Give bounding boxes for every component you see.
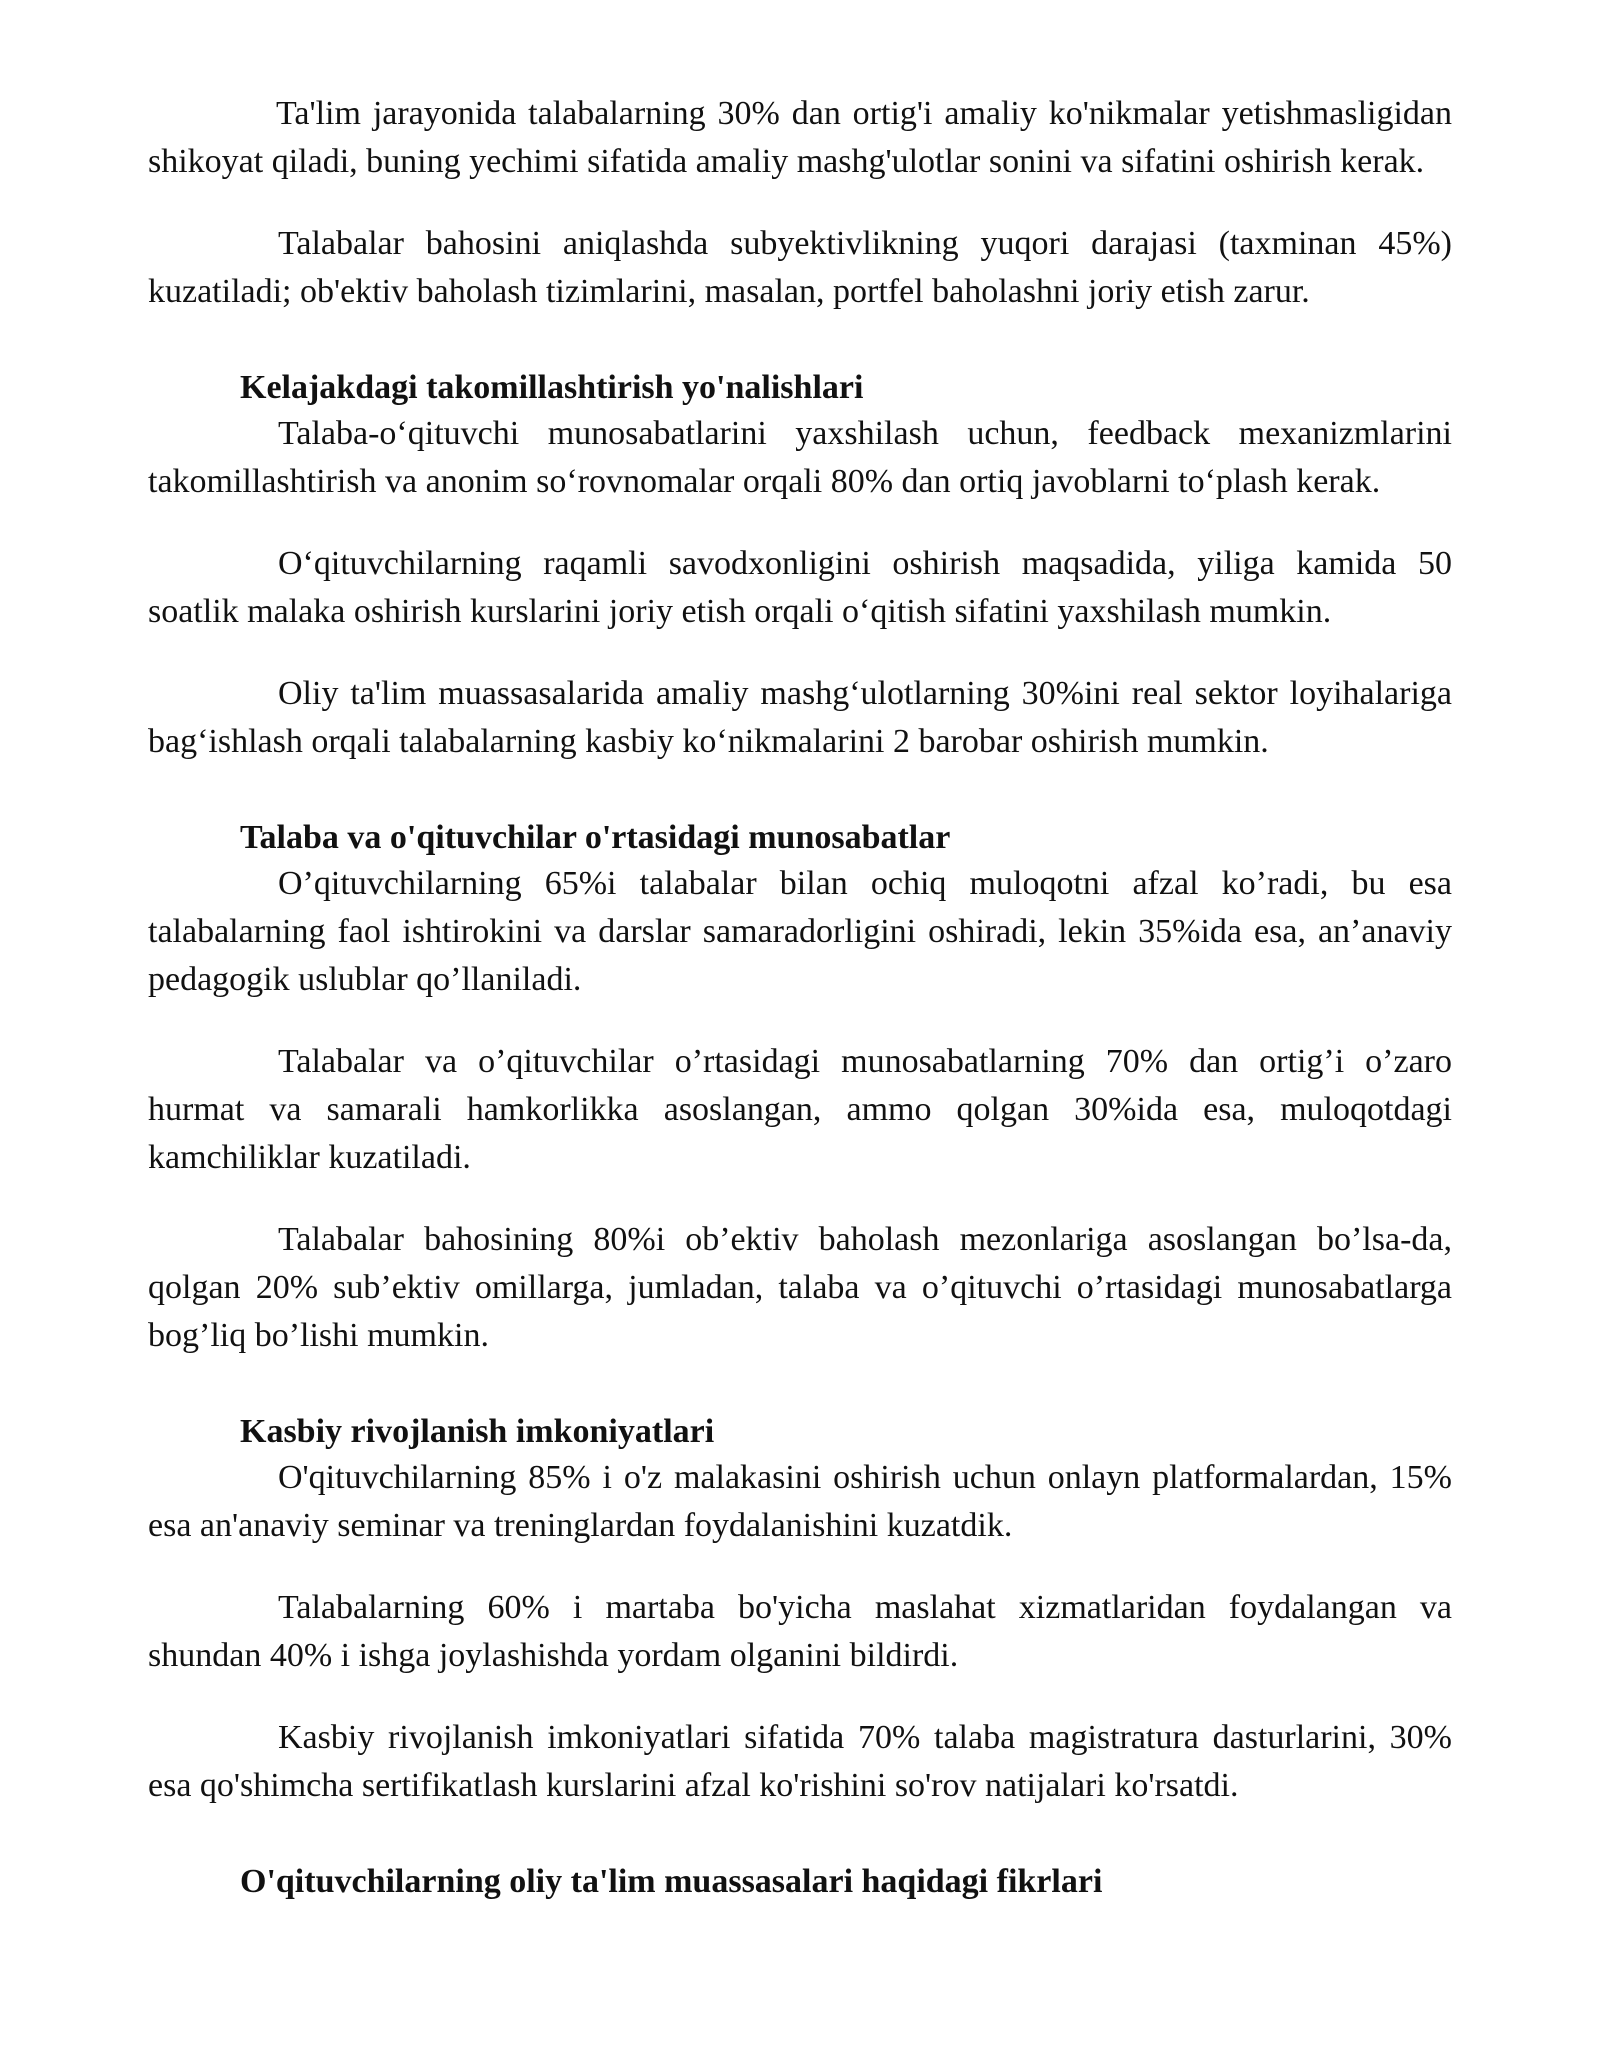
paragraph: O‘qituvchilarning raqamli savodxonligini oshirish maqsadida, yiliga kamida 50 soatlik malaka oshirish kurslarini joriy etish orqali o‘qitish sifatini yaxshilash mumkin. — [148, 545, 1452, 630]
paragraph: Talaba-o‘qituvchi munosabatlarini yaxshilash uchun, feedback mexanizmlarini takomillashtirish va anonim so‘rovnomalar orqali 80% dan ortiq javoblarni to‘plash kerak. — [148, 415, 1452, 500]
paragraph: Talabalar bahosining 80%i ob’ektiv baholash mezonlariga asoslangan bo’lsa-da, qolgan 20% sub’ektiv omillarga, jumladan, talaba va o’qituvchi o’rtasidagi munosabatlarga bog’liq bo’lishi mumkin. — [148, 1221, 1452, 1354]
section-heading: O'qituvchilarning oliy ta'lim muassasalari haqidagi fikrlari — [240, 1863, 1103, 1900]
section-heading: Talaba va o'qituvchilar o'rtasidagi munosabatlar — [240, 819, 951, 856]
paragraph: O’qituvchilarning 65%i talabalar bilan ochiq muloqotni afzal ko’radi, bu esa talabalarning faol ishtirokini va darslar samaradorligini oshiradi, lekin 35%ida esa, an’anaviy pedagogik uslublar qo’llaniladi. — [148, 865, 1452, 998]
paragraph: Kasbiy rivojlanish imkoniyatlari sifatida 70% talaba magistratura dasturlarini, 30% esa qo'shimcha sertifikatlash kurslarini afzal ko'rishini so'rov natijalari ko'rsatdi. — [148, 1719, 1452, 1804]
paragraph: Ta'lim jarayonida talabalarning 30% dan ortig'i amaliy ko'nikmalar yetishmasligidan shikoyat qiladi, buning yechimi sifatida amaliy mashg'ulotlar sonini va sifatini oshirish kerak. — [148, 95, 1452, 180]
paragraph: Talabalarning 60% i martaba bo'yicha maslahat xizmatlaridan foydalangan va shundan 40% i ishga joylashishda yordam olganini bildirdi. — [148, 1589, 1452, 1674]
paragraph: Talabalar bahosini aniqlashda subyektivlikning yuqori darajasi (taxminan 45%) kuzatiladi; ob'ektiv baholash tizimlarini, masalan, portfel baholashni joriy etish zarur. — [148, 225, 1452, 310]
paragraph: Oliy ta'lim muassasalarida amaliy mashg‘ulotlarning 30%ini real sektor loyihalariga bag‘ishlash orqali talabalarning kasbiy ko‘nikmalarini 2 barobar oshirish mumkin. — [148, 675, 1452, 760]
paragraph: O'qituvchilarning 85% i o'z malakasini oshirish uchun onlayn platformalardan, 15% esa an'anaviy seminar va treninglardan foydalanishini kuzatdik. — [148, 1459, 1452, 1544]
paragraph: Talabalar va o’qituvchilar o’rtasidagi munosabatlarning 70% dan ortig’i o’zaro hurmat va samarali hamkorlikka asoslangan, ammo qolgan 30%ida esa, muloqotdagi kamchiliklar kuzatiladi. — [148, 1043, 1452, 1176]
section-heading: Kasbiy rivojlanish imkoniyatlari — [240, 1413, 715, 1450]
document-page — [148, 90, 1452, 1904]
section-heading: Kelajakdagi takomillashtirish yo'nalishlari — [240, 369, 864, 406]
